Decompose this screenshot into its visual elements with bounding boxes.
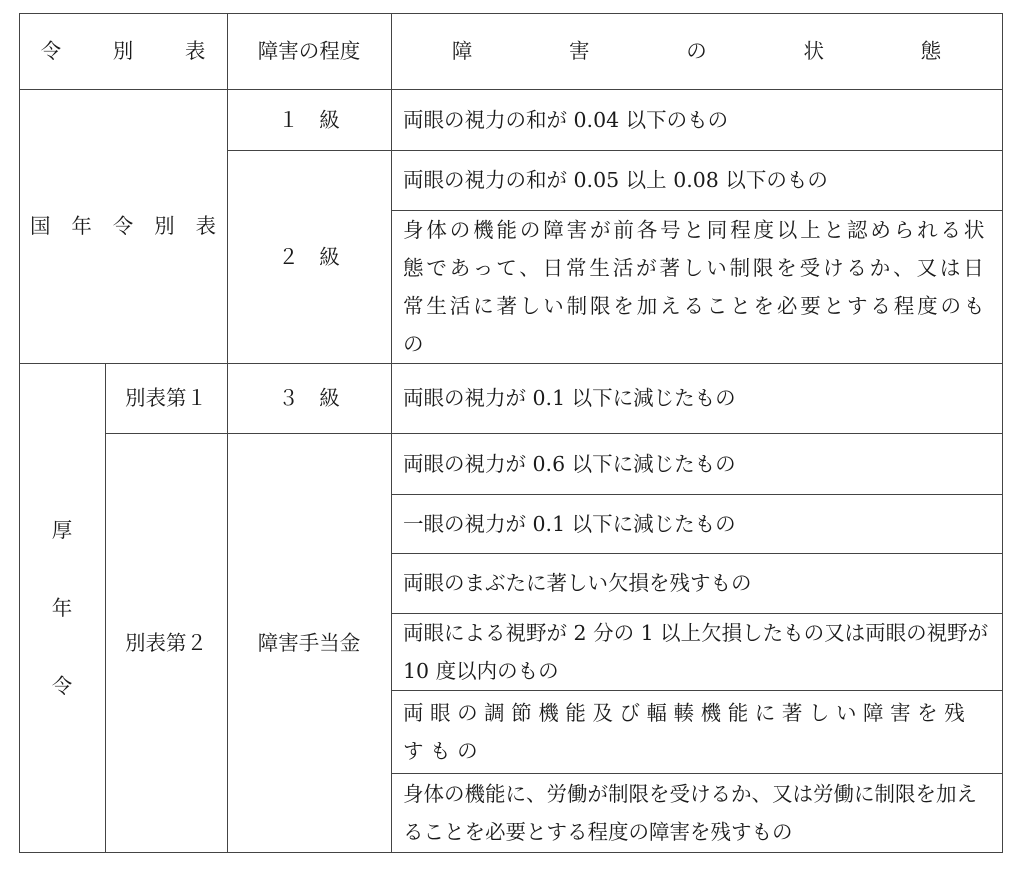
grade-1	[227, 89, 391, 150]
state-text: 両眼による視野が 2 分の 1 以上欠損したもの又は両眼の視野が 10 度以内のもの	[403, 620, 989, 683]
kokunen-law-label	[19, 89, 227, 363]
kounen-law-label	[19, 363, 105, 853]
grade-3-text: ３ 級	[278, 386, 340, 410]
rule	[1002, 13, 1003, 853]
state-grade2-b	[391, 210, 1002, 363]
state-text: 両眼のまぶたに著しい欠損を残すもの	[403, 571, 752, 595]
disability-allowance	[227, 433, 391, 853]
kokunen-law-text: 国 年 令 別 表	[30, 214, 224, 238]
kounen-char: 年	[51, 596, 73, 620]
state-grade2-a	[391, 150, 1002, 210]
header-state	[391, 13, 1002, 89]
state-text: 両眼の視力が 0.1 以下に減じたもの	[403, 386, 736, 410]
state-allowance-1	[391, 433, 1002, 494]
state-text: 両眼の調節機能及び輻輳機能に著しい障害を残すもの	[403, 700, 972, 763]
grade-2-text: ２ 級	[278, 244, 340, 269]
state-text: 両眼の視力の和が 0.04 以下のもの	[403, 107, 729, 132]
table2-text: 別表第２	[125, 631, 207, 655]
state-allowance-2	[391, 494, 1002, 553]
state-text: 一眼の視力が 0.1 以下に減じたもの	[403, 511, 736, 536]
kounen-char: 厚	[51, 518, 73, 542]
kounen-char: 令	[51, 674, 73, 698]
state-allowance-4	[391, 613, 1002, 690]
state-grade1	[391, 89, 1002, 150]
state-text: 両眼の視力が 0.6 以下に減じたもの	[403, 451, 736, 476]
state-allowance-5	[391, 690, 1002, 773]
table1-label	[105, 363, 227, 433]
header-law	[19, 13, 227, 89]
table1-text: 別表第１	[125, 386, 207, 410]
header-grade-text: 障害の程度	[257, 39, 361, 63]
header-state-text: 障 害 の 状 態	[451, 39, 987, 63]
grade-3	[227, 363, 391, 433]
grade-2	[227, 150, 391, 363]
state-allowance-3	[391, 553, 1002, 613]
allowance-text: 障害手当金	[257, 631, 361, 655]
state-text: 身体の機能に、労働が制限を受けるか、又は労働に制限を加えることを必要とする程度の障害を残すもの	[403, 781, 977, 844]
header-grade	[227, 13, 391, 89]
header-law-text: 令 別 表	[40, 39, 228, 63]
grade-1-text: １ 級	[278, 107, 340, 132]
table2-label	[105, 433, 227, 853]
state-allowance-6	[391, 773, 1002, 852]
state-text: 身体の機能の障害が前各号と同程度以上と認められる状態であって、日常生活が著しい制限を受けるか、又は日常生活に著しい制限を加えることを必要とする程度のもの	[403, 217, 988, 356]
state-grade3	[391, 363, 1002, 433]
state-text: 両眼の視力の和が 0.05 以上 0.08 以下のもの	[403, 168, 828, 192]
